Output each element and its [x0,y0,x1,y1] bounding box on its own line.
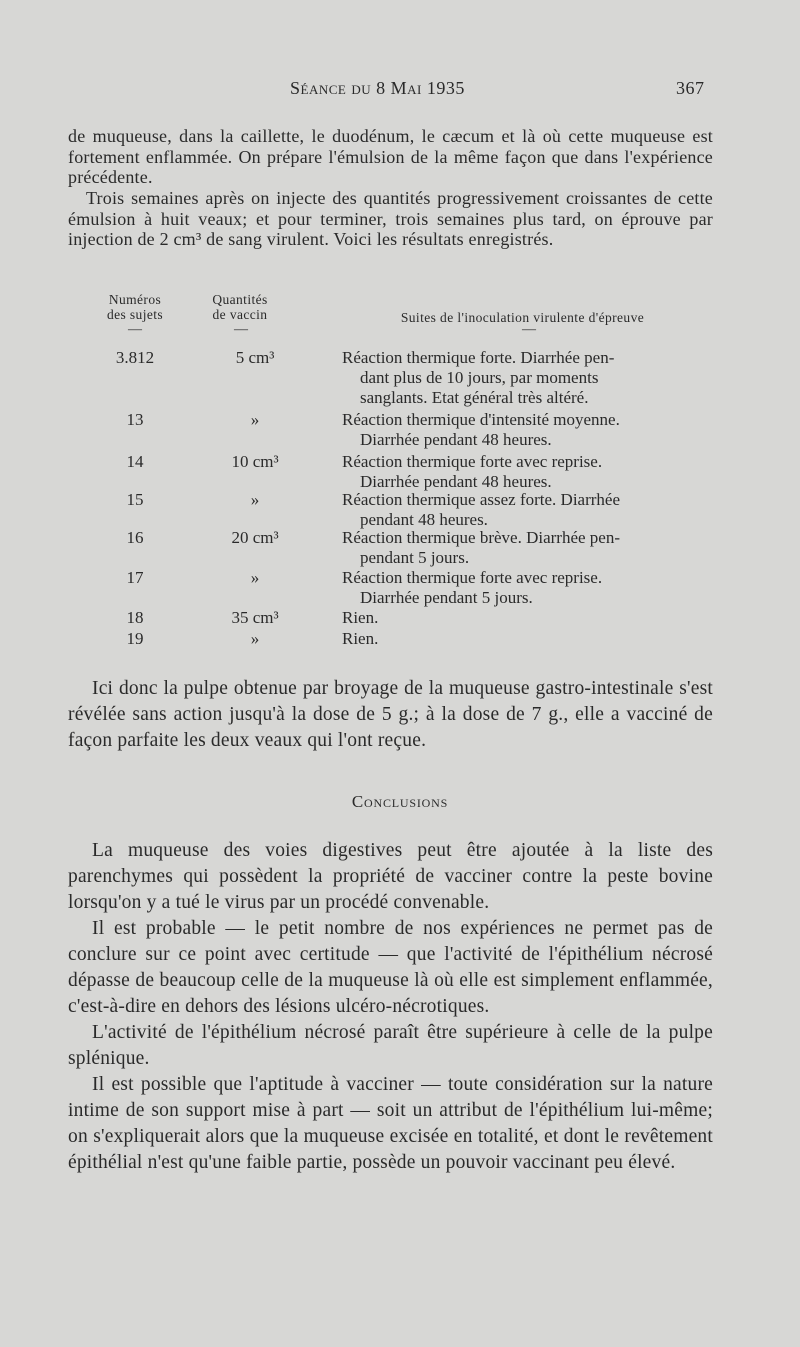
conclusion-paragraph: Il est probable — le petit nombre de nos expériences ne permet pas de conclure sur ce point avec certitude — que l'activité de l'épithélium nécrosé dépasse de beaucoup celle de la muqueuse là où elle est simplement enflammée, c'est-à-dire en dehors des lésions ulcéro-nécrotiques. [68,918,713,1017]
row-result: Réaction thermique forte avec reprise. Diarrhée pendant 5 jours. [342,568,603,607]
row-number: 15 [126,490,144,509]
column-dash-1: — [128,322,142,337]
conclusions-heading: Conclusions [351,792,449,811]
intro-paragraph-1 [68,126,713,188]
page-number: 367 [676,78,705,98]
intro-paragraph-2 [68,188,713,250]
row-result: Rien. [342,629,379,648]
row-result: Réaction thermique brève. Diarrhée pen- pendant 5 jours. [342,528,621,567]
row-number: 16 [126,528,144,547]
after-table-text: Ici donc la pulpe obtenue par broyage de la muqueuse gastro-intestinale s'est révélée sans action jusqu'à la dose de 5 g.; à la dose de 7 g., elle a vacciné de façon parfaite les deux veaux qui l'ont reçue. [68,678,713,751]
row-result: Rien. [342,608,379,627]
column-header-numeros: Numéros des sujets [106,292,164,322]
intro-text-1: de muqueuse, dans la caillette, le duodénum, le cæcum et là où cette muqueuse est fortement enflammée. On prépare l'émulsion de la même façon que dans l'expérience précédente. [68,126,713,187]
column-dash-3: — [522,322,536,337]
row-number: 19 [126,629,144,648]
row-number: 14 [126,452,144,471]
row-quantity: 10 cm³ [231,452,279,471]
intro-text-2: Trois semaines après on injecte des quantités progressivement croissantes de cette émulsion à huit veaux; et pour terminer, trois semaines plus tard, on éprouve par injection de 2 cm³ de sang virulent. Voici les résultats enregistrés. [68,188,713,249]
conclusion-paragraph: L'activité de l'épithélium nécrosé paraît être supérieure à celle de la pulpe splénique. [68,1022,713,1069]
header-title: Séance du 8 Mai 1935 [290,78,465,98]
row-quantity: » [250,629,260,648]
row-number: 18 [126,608,144,627]
row-number: 3.812 [115,348,155,367]
column-dash-2: — [234,322,248,337]
row-result: Réaction thermique d'intensité moyenne. Diarrhée pendant 48 heures. [342,410,620,449]
after-table-paragraph [68,676,713,754]
column-header-suites: Suites de l'inoculation virulente d'épreuve [400,310,645,325]
row-quantity: » [250,410,260,429]
row-quantity: 5 cm³ [235,348,275,367]
row-quantity: 20 cm³ [231,528,279,547]
conclusion-paragraph: Il est possible que l'aptitude à vacciner — toute considération sur la nature intime de son support mise à part — soit un attribut de l'épithélium lui-même; on s'expliquerait alors que la muqueuse excisée en totalité, et dont le revêtement épithélial n'est qu'une faible partie, possède un pouvoir vaccinant peu élevé. [68,1074,713,1173]
conclusion-paragraph: La muqueuse des voies digestives peut être ajoutée à la liste des parenchymes qui possèdent la propriété de vacciner contre la peste bovine lorsqu'on y a tué le virus par un procédé convenable. [68,840,713,913]
running-header [0,78,800,104]
conclusions-body [68,838,713,1176]
row-quantity: » [250,568,260,587]
row-number: 17 [126,568,144,587]
row-result: Réaction thermique forte avec reprise. Diarrhée pendant 48 heures. [342,452,603,491]
row-number: 13 [126,410,144,429]
column-header-quantites: Quantités de vaccin [212,292,268,322]
row-quantity: » [250,490,260,509]
row-result: Réaction thermique assez forte. Diarrhée pendant 48 heures. [342,490,621,529]
row-quantity: 35 cm³ [231,608,279,627]
row-result: Réaction thermique forte. Diarrhée pen- dant plus de 10 jours, par moments sanglants. Etat général très altéré. [342,348,615,407]
